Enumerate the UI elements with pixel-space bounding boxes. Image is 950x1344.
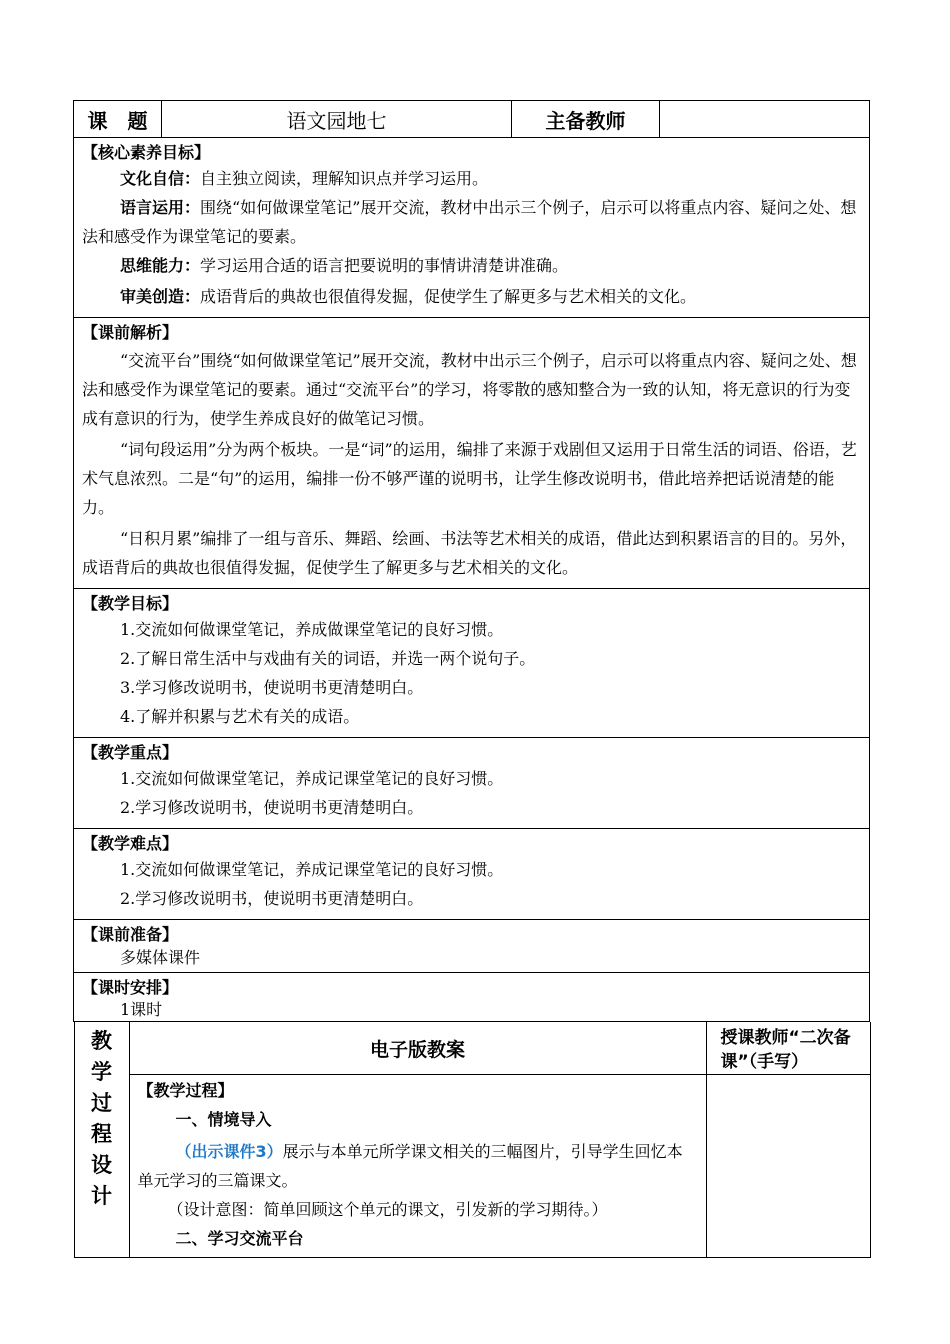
lesson-plan-sheet: [73, 100, 869, 1258]
preparation-text: 多媒体课件: [120, 948, 201, 967]
pre-analysis-row: [74, 318, 870, 589]
pre-analysis-paragraph: “日积月累”编排了一组与音乐、舞蹈、绘画、书法等艺术相关的成语，借此达到积累语言的目的。另外，成语背后的典故也很值得发掘，促使学生了解更多与艺术相关的文化。: [82, 529, 857, 577]
teaching-goal-item: 2.了解日常生活中与戏曲有关的词语，并选一两个说句子。: [120, 649, 536, 668]
difficulties-heading: 【教学难点】: [82, 834, 179, 853]
process-side-label: 教 学 过 程 设 计: [74, 1022, 129, 1258]
process-row: [74, 1022, 870, 1259]
schedule-text: 1课时: [120, 1000, 163, 1019]
topic-value: 语文园地七: [162, 101, 512, 138]
core-goal-aesthetics: 审美创造：成语背后的典故也很值得发掘，促使学生了解更多与艺术相关的文化。: [120, 287, 697, 306]
difficulties-row: [74, 829, 870, 920]
header-row: [74, 101, 870, 138]
core-goal-language: 语言运用：围绕“如何做课堂笔记”展开交流，教材中出示三个例子，启示可以将重点内容、疑问之处、想法和感受作为课堂笔记的要素。: [82, 198, 857, 246]
key-points-row: [74, 738, 870, 829]
lead-teacher-label: 主备教师: [512, 101, 660, 138]
step1-text: （出示课件3）展示与本单元所学课文相关的三幅图片，引导学生回忆本单元学习的三篇课文。: [137, 1142, 683, 1190]
difficulty-item: 1.交流如何做课堂笔记，养成记课堂笔记的良好习惯。: [120, 860, 504, 879]
difficulty-item: 2.学习修改说明书，使说明书更清楚明白。: [120, 889, 424, 908]
schedule-heading: 【课时安排】: [82, 978, 179, 997]
teaching-goal-item: 1.交流如何做课堂笔记，养成做课堂笔记的良好习惯。: [120, 620, 504, 639]
process-table: [74, 1022, 871, 1258]
step2-heading: 二、学习交流平台: [175, 1229, 304, 1248]
pre-analysis-paragraph: “交流平台”围绕“如何做课堂笔记”展开交流，教材中出示三个例子，启示可以将重点内容、疑问之处、想法和感受作为课堂笔记的要素。通过“交流平台”的学习，将零散的感知整合为一致的认知，将无意识的行为变成有意识的行为，使学生养成良好的做笔记习惯。: [82, 351, 857, 428]
step1-heading: 一、情境导入: [175, 1110, 272, 1129]
key-point-item: 1.交流如何做课堂笔记，养成记课堂笔记的良好习惯。: [120, 769, 504, 788]
preparation-heading: 【课前准备】: [82, 925, 179, 944]
core-goals-heading: 【核心素养目标】: [82, 143, 211, 162]
key-point-item: 2.学习修改说明书，使说明书更清楚明白。: [120, 798, 424, 817]
process-heading: 【教学过程】: [137, 1081, 234, 1100]
preparation-row: [74, 920, 870, 973]
pre-analysis-paragraph: “词句段运用”分为两个板块。一是“词”的运用，编排了来源于戏剧但又运用于日常生活的词语、俗语，艺术气息浓烈。二是“句”的运用，编排一份不够严谨的说明书，让学生修改说明书，借此培养把话说清楚的能力。: [82, 440, 857, 517]
design-intent: （设计意图：简单回顾这个单元的课文，引发新的学习期待。）: [167, 1200, 608, 1219]
teaching-goals-row: [74, 589, 870, 738]
teaching-goal-item: 3.学习修改说明书，使说明书更清楚明白。: [120, 678, 424, 697]
teaching-goal-item: 4.了解并积累与艺术有关的成语。: [120, 707, 360, 726]
core-goal-thinking: 思维能力：学习运用合适的语言把要说明的事情讲清楚讲准确。: [120, 256, 569, 275]
schedule-row: [74, 973, 870, 1022]
key-points-heading: 【教学重点】: [82, 743, 179, 762]
courseware-tag: （出示课件3）: [175, 1142, 283, 1161]
second-prep-area[interactable]: [706, 1075, 870, 1258]
core-goal-culture: 文化自信：自主独立阅读，理解知识点并学习运用。: [120, 169, 489, 188]
plan-title: 电子版教案: [129, 1022, 706, 1075]
lead-teacher-value[interactable]: [660, 101, 870, 138]
topic-label: 课 题: [74, 101, 162, 138]
pre-analysis-heading: 【课前解析】: [82, 323, 179, 342]
plan-content: [129, 1075, 706, 1258]
lesson-plan-table: [73, 100, 870, 1258]
core-goals-row: [74, 138, 870, 318]
teaching-goals-heading: 【教学目标】: [82, 594, 179, 613]
second-prep-title: 授课教师“二次备课”（手写）: [706, 1022, 870, 1075]
